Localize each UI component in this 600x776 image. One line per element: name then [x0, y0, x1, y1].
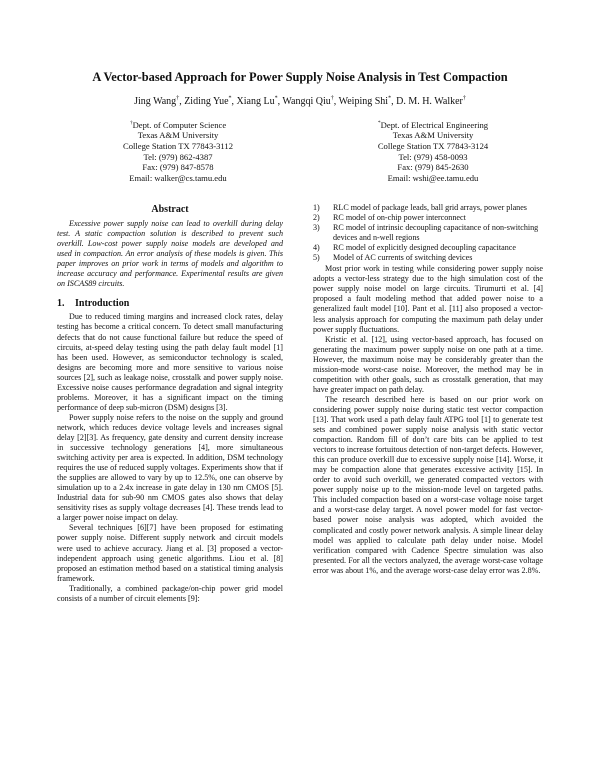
paragraph: Kristic et al. [12], using vector-based approach, has focused on generating the maximum power supply noise on one path at a time. However, the maximum noise may be considerably greater than the mission-mode worst-case noise. Moreover, the method may be in competition with other goals, such as crosstalk generation, that may have greater impact on path delay.	[313, 334, 543, 394]
author: D. M. H. Walker†	[396, 96, 466, 108]
affiliation-left	[58, 118, 298, 183]
affiliation-university: Texas A&M University	[392, 130, 474, 141]
affiliation-fax: Fax: (979) 847-8578	[142, 162, 214, 173]
list-item: 2) RC model of on-chip power interconnect	[313, 213, 466, 223]
abstract-heading: Abstract	[151, 204, 189, 215]
affiliation-university: Texas A&M University	[137, 130, 219, 141]
abstract-body: Excessive power supply noise can lead to overkill during delay test. A static compaction solution is described to prevent such overkill. Low-cost power supply noise models are developed and used in compaction. An error analysis of these models is given. This paper improves on prior work in terms of models and algorithm to increase accuracy and performance. Experimental results are given on ISCAS89 circuits.	[57, 219, 283, 289]
affiliation-dept: *Dept. of Electrical Engineering	[377, 119, 489, 130]
affiliation-email: Email: wshi@ee.tamu.edu	[387, 172, 479, 183]
paragraph: Most prior work in testing while considering power supply noise adopts a vector-less strategy due to the high simulation cost of the power supply noise model on large circuits. Tirumurti et al. [4] proposed a fault modeling method that added power noise to a generalized fault model [10]. Pant et al. [11] also proposed a vector-less analysis approach for computing the maximum path delay under power supply fluctuations.	[313, 264, 543, 334]
paragraph: Traditionally, a combined package/on-chip power grid model consists of a number of circuit elements [9]:	[57, 583, 283, 603]
author: Xiang Lu*,	[236, 96, 283, 108]
author: Weiping Shi*,	[338, 96, 397, 108]
affiliation-right	[313, 118, 553, 183]
author: Ziding Yue*,	[184, 96, 237, 108]
list-item: 5) Model of AC currents of switching devices	[313, 253, 473, 263]
right-column	[313, 203, 543, 576]
author: Jing Wang†,	[134, 96, 185, 108]
paragraph: Due to reduced timing margins and increased clock rates, delay testing has become a critical concern. To detect small manufacturing defects that do not cause functional failure but reduce the speed of circuits, at-speed delay testing using the path delay fault model [1] has been used. However, as semiconductor technology is scaled, designs are becoming more and more sensitive to various noise sources [2], such as leakage noise, crosstalk and power supply noise. Excessive noise causes performance degradation and signal integrity problems. Moreover, it has a significant impact on the timing performance of deep sub-micron (DSM) designs [3].	[57, 312, 283, 412]
affiliation-fax: Fax: (979) 845-2630	[397, 162, 469, 173]
affiliation-email: Email: walker@cs.tamu.edu	[129, 172, 227, 183]
author: Wangqi Qiu†,	[282, 96, 339, 108]
affiliation-city: College Station TX 77843-3124	[377, 141, 489, 152]
affiliation-city: College Station TX 77843-3112	[122, 141, 234, 152]
list-item: 3) RC model of intrinsic decoupling capacitance of non-switching devices and n-well regions	[313, 223, 539, 243]
paper-title: A Vector-based Approach for Power Supply Noise Analysis in Test Compaction	[92, 70, 508, 84]
list-item: 1) RLC model of package leads, ball grid arrays, power planes	[313, 203, 527, 212]
paragraph: Several techniques [6][7] have been proposed for estimating power supply noise. Different supply network and circuit models were used to achieve accuracy. Jiang et al. [3] proposed a vector-independent approach using genetic algorithms. Liou et al. [8] proposed an estimation method based on a statistical timing analysis framework.	[57, 523, 283, 583]
left-column	[57, 205, 283, 604]
affiliation-tel: Tel: (979) 458-0093	[398, 151, 468, 162]
paragraph: The research described here is based on our prior work on considering power supply noise during static test vector compaction [13]. That work used a path delay fault ATPG tool [1] to generate test sets and combined power supply noise analysis with static vector compaction. Random fill of don’t care bits can be applied to test vectors to increase fortuitous detection of non-target defects. However, this can produce overkill due to excessive supply noise [14]. Worse, it may be compaction alone that generates excessive activity [15]. In order to avoid such overkill, we generated compacted vectors with power supply noise up to the mission-mode level on targeted paths. This included compaction based on a worst-case voltage noise target and a worst-case delay target. A novel power model for fast vector-based power noise analysis was adopted, which avoided the complicated and costly power network analysis. A simple linear delay model was applied to calculate path delay under noise. Model verification compared with Cadence Spectre simulation was also presented. For all the vectors analyzed, the average worst-case voltage error was about 1%, and the average worst-case delay error was 2.8%.	[313, 394, 543, 575]
paragraph: Power supply noise refers to the noise on the supply and ground network, which reduces device voltage levels and increases signal delay [2][3]. As frequency, gate density and current density increase in successive technology generations [4], more simultaneous switching activity per area is expected. In addition, DSM technology requires the use of reduced supply voltages. Experiments show that if the supplies are allowed to vary by up to 12.5%, one can observe by simulation up to a 2.4x increase in gate delay in 130 nm CMOS [5]. Industrial data for sub-90 nm CMOS gates also shows that delay sensitivity rises as supply voltage decreases [4]. These trends lead to a larger power noise impact on delay.	[57, 412, 283, 523]
model-list	[313, 203, 543, 263]
list-item: 4) RC model of explicitly designed decoupling capacitance	[313, 243, 516, 253]
author-list	[0, 96, 600, 107]
affiliation-tel: Tel: (979) 862-4387	[143, 151, 213, 162]
section-heading-introduction: 1. Introduction	[57, 298, 130, 310]
affiliation-dept: †Dept. of Computer Science	[129, 119, 227, 130]
